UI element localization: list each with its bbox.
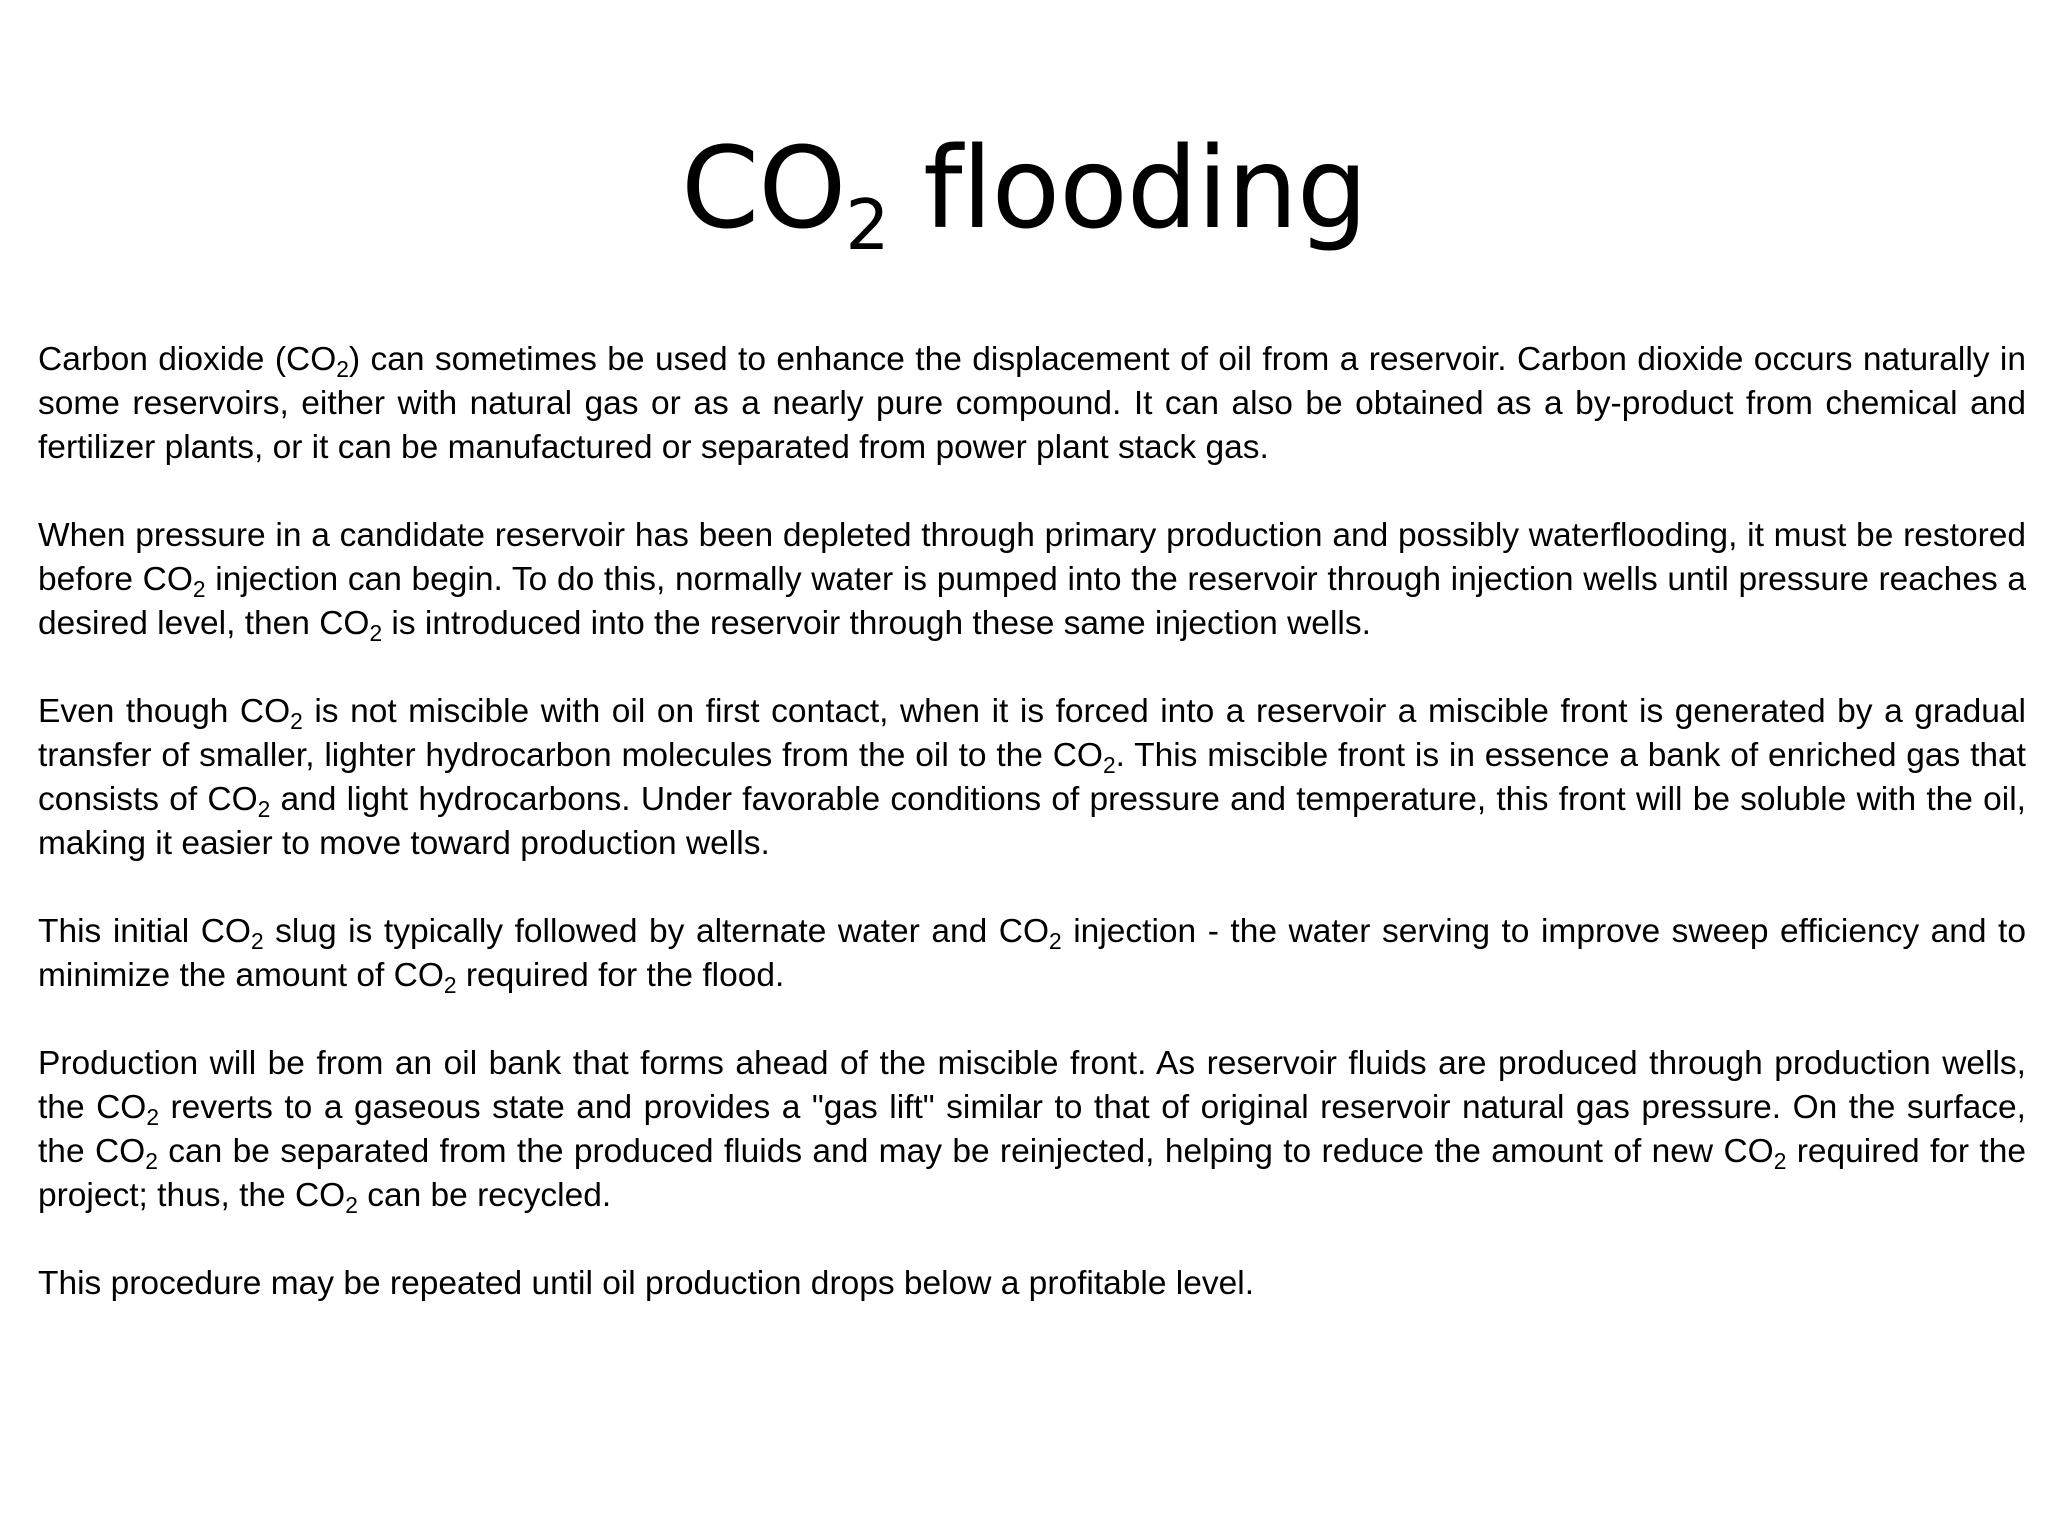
text-segment: This procedure may be repeated until oil production drops below a profitable level. [38, 1265, 1255, 1302]
co2-formula: $CO_2$ [239, 693, 303, 735]
co2-formula: $CO_2$ [294, 1177, 358, 1219]
text-segment: injection can begin. To do this, normally water is pumped into the reservoir through injection wells until pressure reaches a desired level, then [38, 561, 2027, 642]
paragraph-1 [38, 338, 2026, 470]
co2-formula: $CO_2$ [207, 781, 271, 823]
co2-formula: $CO_2$ [319, 605, 383, 647]
paragraph-5 [38, 1042, 2026, 1218]
paragraph-3 [38, 690, 2026, 866]
text-segment: slug is typically followed by alternate water and [263, 913, 999, 950]
text-segment: Even though [38, 693, 240, 730]
text-segment: Carbon dioxide ( [38, 341, 287, 378]
co2-formula: $CO_2$ [200, 913, 264, 955]
co2-formula: $CO_2$ [94, 1133, 158, 1175]
text-segment: required for the project; thus, the [38, 1133, 2026, 1214]
text-segment: injection - the water serving to improve sweep efficiency and to minimize the amount of [38, 913, 2026, 994]
co2-formula: $CO_2$ [1052, 737, 1116, 779]
title-subscript: 2 [845, 186, 889, 267]
text-segment: can be separated from the produced fluids and may be reinjected, helping to reduce the amount of new [157, 1133, 1724, 1170]
co2-formula: $CO_2$ [286, 341, 349, 383]
co2-formula: $CO_2$ [142, 561, 206, 603]
text-segment: . This miscible front is in essence a bank of enriched gas that consists of [38, 737, 2026, 818]
text-segment: When pressure in a candidate reservoir has been depleted through primary production and possibly waterflooding, it must be restored before [38, 517, 2026, 598]
title-rest: flooding [888, 124, 1368, 254]
co2-formula: $CO_2$ [998, 913, 1062, 955]
text-segment: This initial [38, 913, 201, 950]
text-segment: reverts to a gaseous state and provides a "gas lift" similar to that of original reservoir natural gas pressure. On the surface, the [38, 1089, 2026, 1170]
text-segment: ) can sometimes be used to enhance the displacement of oil from a reservoir. Carbon dioxide occurs naturally in some reservoirs, either with natural gas or as a nearly pure compound. It can also be obtained as a by-product from chemical and fertilizer plants, or it can be manufactured or separated from power plant stack gas. [38, 341, 2026, 466]
co2-formula: $CO_2$ [96, 1089, 159, 1131]
text-segment: can be recycled. [357, 1177, 612, 1214]
slide-title [0, 124, 2048, 267]
text-segment: required for the flood. [456, 957, 785, 994]
text-segment: Production will be from an oil bank that forms ahead of the miscible front. As reservoir fluids are produced through production wells, the [38, 1045, 2026, 1126]
text-segment: is not miscible with oil on first contact, when it is forced into a reservoir a miscible front is generated by a gradual transfer of smaller, lighter hydrocarbon molecules from the oil to the [38, 693, 2026, 774]
co2-formula: $CO_2$ [1723, 1133, 1787, 1175]
paragraph-2 [38, 514, 2026, 646]
paragraph-6 [38, 1262, 2026, 1306]
text-segment: and light hydrocarbons. Under favorable conditions of pressure and temperature, this front will be soluble with the oil, making it easier to move toward production wells. [38, 781, 2026, 862]
paragraph-4 [38, 910, 2026, 998]
title-co: CO [680, 124, 846, 254]
co2-formula: $CO_2$ [393, 957, 457, 999]
slide-body [38, 338, 2026, 1350]
text-segment: is introduced into the reservoir through these same injection wells. [382, 605, 1371, 642]
